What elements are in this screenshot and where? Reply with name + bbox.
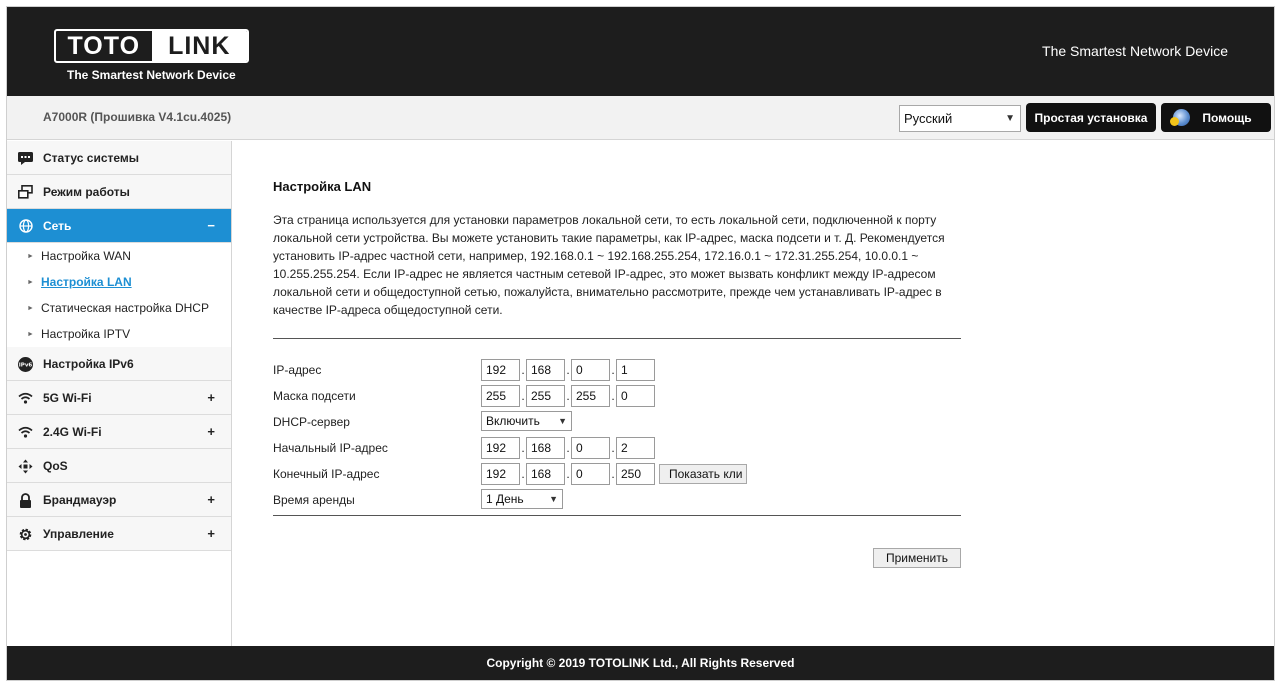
lease-time-select[interactable]: [481, 489, 563, 509]
dhcp-server-select[interactable]: [481, 411, 572, 431]
help-label: Помощь: [1202, 110, 1252, 125]
ip-address-group: 192 . 168 . 0 . 1: [481, 359, 655, 381]
totolink-logo[interactable]: [54, 29, 249, 82]
sidebar-item-label: Управление: [43, 526, 114, 541]
logo-text-left: TOTO: [67, 31, 141, 60]
bullet-icon: ►: [27, 304, 34, 312]
chevron-down-icon: ▼: [549, 494, 558, 504]
expand-icon[interactable]: +: [207, 526, 215, 541]
sidebar-item-label: QoS: [43, 458, 68, 473]
dhcp-server-label: DHCP-сервер: [273, 415, 350, 429]
start-ip-octet-2[interactable]: 168: [526, 437, 565, 459]
sidebar-item-label: 2.4G Wi-Fi: [43, 424, 102, 439]
sidebar-item-firewall[interactable]: [7, 483, 231, 517]
bullet-icon: ►: [27, 330, 34, 338]
ip-octet-2[interactable]: 168: [526, 359, 565, 381]
submenu-item-iptv[interactable]: [7, 321, 231, 347]
mask-octet-1[interactable]: 255: [481, 385, 520, 407]
dhcp-server-value: Включить: [486, 414, 540, 428]
expand-icon[interactable]: +: [207, 424, 215, 439]
router-admin-page: [6, 6, 1275, 681]
sidebar-item-label: Сеть: [43, 218, 72, 233]
end-ip-octet-2[interactable]: 168: [526, 463, 565, 485]
submenu-item-wan[interactable]: [7, 243, 231, 269]
submenu-label: Статическая настройка DHCP: [41, 301, 209, 315]
ipv6-icon: [18, 357, 33, 371]
start-ip-octet-1[interactable]: 192: [481, 437, 520, 459]
submenu-label: Настройка IPTV: [41, 327, 131, 341]
lease-time-value: 1 День: [486, 492, 524, 506]
sidebar-item-label: 5G Wi-Fi: [43, 390, 92, 405]
sidebar-item-5g-wifi[interactable]: [7, 381, 231, 415]
submenu-item-static-dhcp[interactable]: [7, 295, 231, 321]
logo-tagline: The Smartest Network Device: [67, 68, 236, 82]
submenu-label: Настройка WAN: [41, 249, 131, 263]
ip-address-label: IP-адрес: [273, 363, 322, 377]
mask-octet-3[interactable]: 255: [571, 385, 610, 407]
gear-icon: [18, 527, 33, 541]
copyright-text: Copyright © 2019 TOTOLINK Ltd., All Rights Reserved: [486, 656, 795, 670]
wifi-icon: [18, 391, 33, 405]
expand-icon[interactable]: +: [207, 492, 215, 507]
apply-button[interactable]: Применить: [873, 548, 961, 568]
sidebar-item-label: Статус системы: [43, 150, 140, 165]
bullet-icon: ►: [27, 278, 34, 286]
divider-top: [273, 338, 961, 339]
mode-icon: [18, 185, 33, 199]
help-icon: [1173, 109, 1190, 126]
row-end-ip: [273, 463, 963, 485]
mask-octet-4[interactable]: 0: [616, 385, 655, 407]
lease-time-label: Время аренды: [273, 493, 355, 507]
sidebar-item-system-status[interactable]: [7, 141, 231, 175]
divider-bottom: [273, 515, 961, 516]
bullet-icon: ►: [27, 252, 34, 260]
wifi-icon: [18, 425, 33, 439]
start-ip-octet-4[interactable]: 2: [616, 437, 655, 459]
start-ip-octet-3[interactable]: 0: [571, 437, 610, 459]
row-start-ip: [273, 437, 963, 459]
sidebar-item-24g-wifi[interactable]: [7, 415, 231, 449]
expand-icon[interactable]: +: [207, 390, 215, 405]
sidebar-item-network[interactable]: [7, 209, 231, 243]
sidebar: [7, 141, 232, 648]
ip-octet-1[interactable]: 192: [481, 359, 520, 381]
footer: [7, 646, 1274, 680]
row-ip-address: [273, 359, 963, 381]
help-button[interactable]: [1161, 103, 1271, 132]
subnet-mask-label: Маска подсети: [273, 389, 356, 403]
end-ip-octet-1[interactable]: 192: [481, 463, 520, 485]
model-firmware-label: A7000R (Прошивка V4.1cu.4025): [43, 110, 232, 124]
lock-icon: [18, 493, 33, 507]
qos-icon: [18, 459, 33, 473]
submenu-item-lan[interactable]: [7, 269, 231, 295]
sidebar-item-ipv6[interactable]: [7, 347, 231, 381]
end-ip-label: Конечный IP-адрес: [273, 467, 380, 481]
sidebar-item-operation-mode[interactable]: [7, 175, 231, 209]
submenu-label: Настройка LAN: [41, 275, 132, 289]
ip-octet-4[interactable]: 1: [616, 359, 655, 381]
sidebar-item-label: Брандмауэр: [43, 492, 117, 507]
header-tagline: The Smartest Network Device: [1042, 43, 1228, 59]
chevron-down-icon: ▼: [1005, 113, 1015, 124]
mask-octet-2[interactable]: 255: [526, 385, 565, 407]
page-title: Настройка LAN: [273, 179, 372, 194]
logo-text-right: LINK: [152, 31, 248, 61]
header: [7, 7, 1274, 96]
start-ip-label: Начальный IP-адрес: [273, 441, 388, 455]
row-lease-time: [273, 489, 963, 511]
toolbar: [7, 96, 1274, 140]
end-ip-octet-3[interactable]: 0: [571, 463, 610, 485]
globe-icon: [18, 219, 33, 233]
show-clients-button[interactable]: Показать кли: [659, 464, 747, 484]
sidebar-item-qos[interactable]: [7, 449, 231, 483]
language-value: Русский: [904, 111, 953, 126]
language-select[interactable]: [899, 105, 1021, 132]
svg-text:IPv6: IPv6: [18, 362, 33, 369]
chevron-down-icon: ▼: [558, 416, 567, 426]
row-dhcp-server: [273, 411, 963, 433]
sidebar-item-label: Настройка IPv6: [43, 356, 134, 371]
network-submenu: [7, 243, 231, 347]
end-ip-octet-4[interactable]: 250: [616, 463, 655, 485]
end-ip-group: 192 . 168 . 0 . 250: [481, 463, 655, 485]
collapse-icon[interactable]: −: [207, 218, 215, 233]
sidebar-item-label: Режим работы: [43, 184, 130, 199]
page-description: Эта страница используется для установки параметров локальной сети, то есть локальной сети, подключенной к порту локальной сети устройства. Вы можете установить такие параметры, как IP-адрес, маска подсети и т. Д. Рекомендуется установить IP-адрес частной сети, например, 192.168.0.1 ~ 192.168.255.254, 172.16.0.1 ~ 172.31.255.254, 10.0.0.1 ~ 10.255.255.254. Если IP-адрес не является частным сетевой IP-адрес, это может вызвать конфликт между IP-адресом локальной сети и общедоступной сетью, пожалуйста, внимательно рассмотрите, прежде чем устанавливать IP-адрес в качестве IP-адреса общедоступной сети.: [273, 213, 945, 317]
subnet-mask-group: 255 . 255 . 255 . 0: [481, 385, 655, 407]
row-subnet-mask: [273, 385, 963, 407]
start-ip-group: 192 . 168 . 0 . 2: [481, 437, 655, 459]
status-icon: [18, 151, 33, 165]
ip-octet-3[interactable]: 0: [571, 359, 610, 381]
sidebar-item-management[interactable]: [7, 517, 231, 551]
easy-setup-button[interactable]: Простая установка: [1026, 103, 1156, 132]
